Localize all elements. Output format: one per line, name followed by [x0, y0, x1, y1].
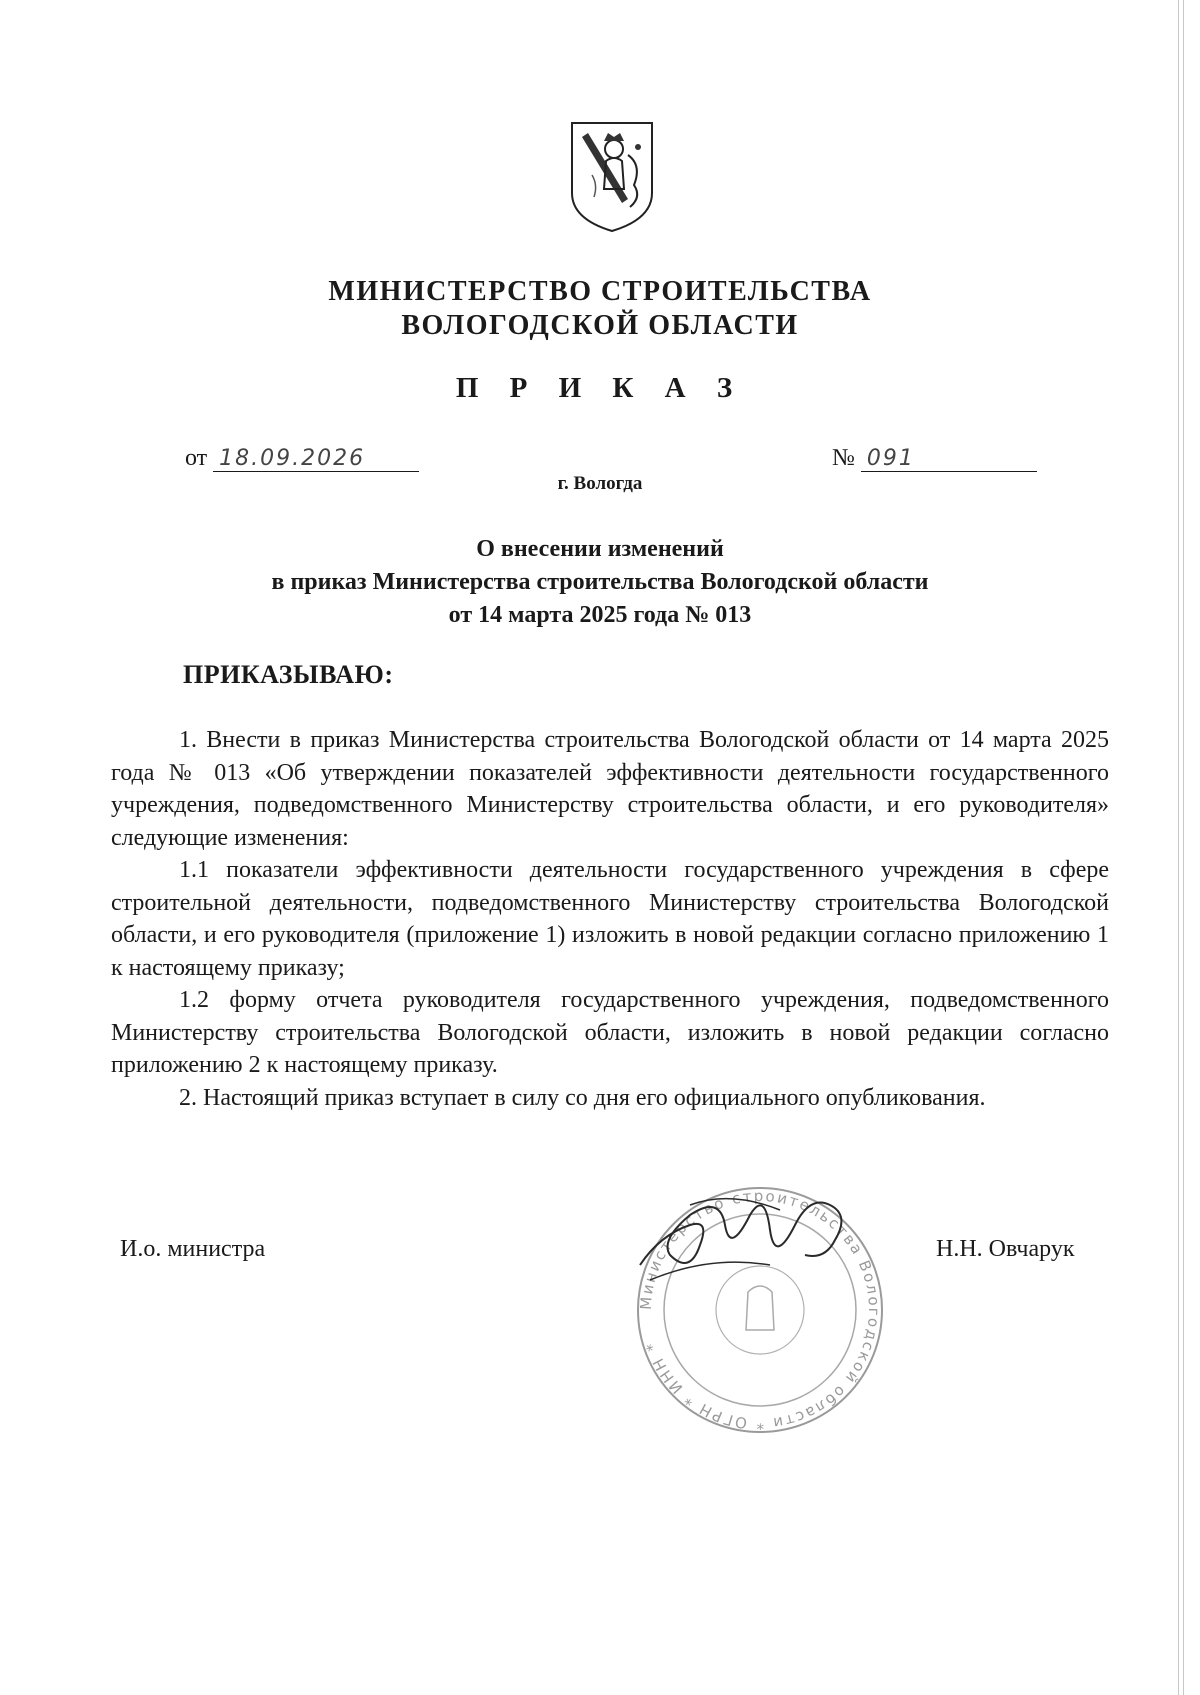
order-body: [111, 724, 1109, 1114]
date-prefix: от: [185, 445, 208, 471]
subject-line3: от 14 марта 2025 года № 013: [448, 602, 752, 628]
paragraph-2: 2. Настоящий приказ вступает в силу со дня его официального опубликования.: [179, 1084, 986, 1111]
signatory-name: Н.Н. Овчарук: [936, 1236, 1075, 1262]
ministry-title-line1: МИНИСТЕРСТВО СТРОИТЕЛЬСТВА: [328, 276, 872, 307]
document-type: П Р И К А З: [455, 372, 745, 404]
svg-text:Министерство строительства Вол: Министерство строительства Вологодской области * ОГРН * ИНН *: [636, 1186, 884, 1434]
page-edge-line: [1183, 0, 1184, 1695]
ministry-title-line2: ВОЛОГОДСКОЙ ОБЛАСТИ: [401, 310, 799, 341]
order-subject: [0, 533, 1200, 632]
order-date: [185, 445, 419, 472]
paragraph-1-1: 1.1 показатели эффективности деятельности государственного учреждения в сфере строительной деятельности, подведомственного Министерству строительства Вологодской области, и его руководителя (приложение 1) изложить в новой редакции согласно приложению 1 к настоящему приказу;: [111, 857, 1109, 981]
number-prefix: №: [832, 445, 855, 471]
paragraph-1: 1. Внести в приказ Министерства строительства Вологодской области от 14 марта 2025 года № 013 «Об утверждении показателей эффективности деятельности государственного учреждения, подведомственного Министерству строительства области, и его руководителя» следующие изменения:: [111, 727, 1109, 851]
order-number: [832, 445, 1037, 472]
coat-of-arms-emblem: [568, 115, 656, 235]
number-value: 091: [861, 446, 1037, 472]
city-label: г. Вологда: [557, 473, 643, 494]
page-edge-line: [1178, 0, 1179, 1695]
subject-line1: О внесении изменений: [476, 536, 724, 562]
signatory-position: И.о. министра: [120, 1236, 266, 1262]
paragraph-1-2: 1.2 форму отчета руководителя государственного учреждения, подведомственного Министерству строительства Вологодской области, изложить в новой редакции согласно приложению 2 к настоящему приказу.: [111, 987, 1109, 1078]
date-value: 18.09.2026: [213, 446, 419, 472]
handwritten-signature: [630, 1185, 870, 1295]
subject-line2: в приказ Министерства строительства Вологодской области: [271, 569, 929, 595]
decree-heading: ПРИКАЗЫВАЮ:: [183, 660, 394, 689]
ministry-title: [0, 275, 1200, 343]
